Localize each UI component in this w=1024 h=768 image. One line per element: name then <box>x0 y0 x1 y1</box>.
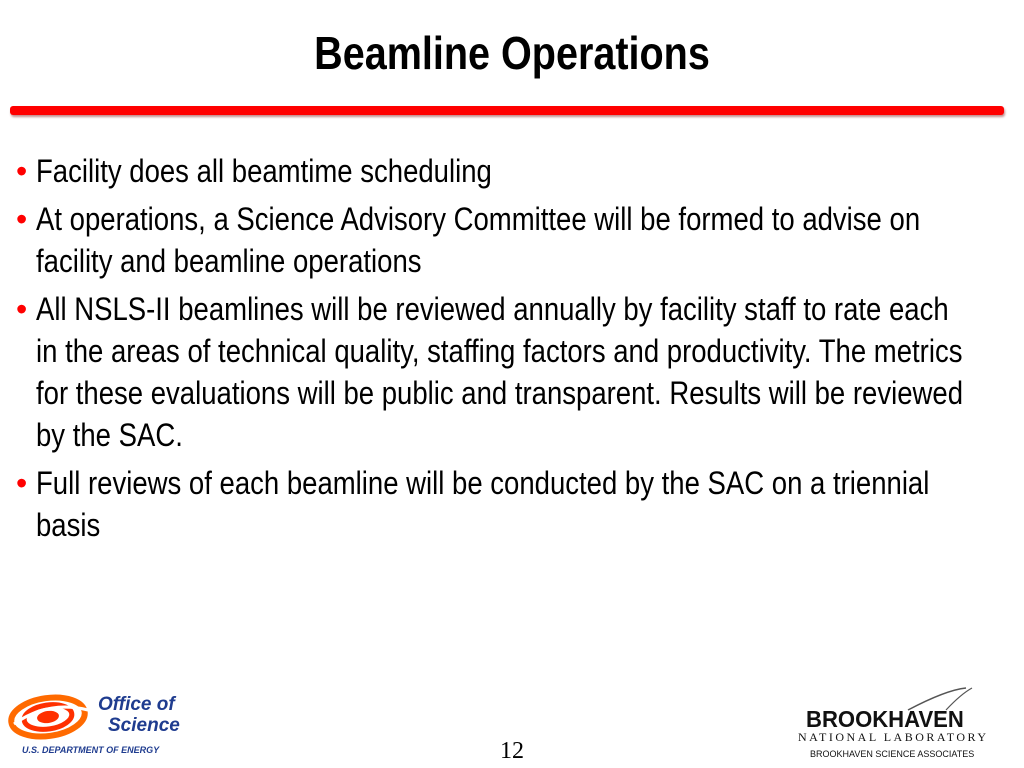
page-number: 12 <box>500 738 524 764</box>
bullet-text: Facility does all beamtime scheduling <box>36 153 492 189</box>
bullet-dot-icon: • <box>16 291 28 327</box>
bullet-dot-icon: • <box>16 465 28 501</box>
title-divider <box>10 106 1004 115</box>
bullet-item <box>16 198 1016 282</box>
science-label: Science <box>108 715 180 736</box>
office-of-science-logo <box>8 694 218 760</box>
brookhaven-name: BROOKHAVEN <box>806 706 964 732</box>
slide-title: Beamline Operations <box>314 27 710 79</box>
national-laboratory-label: NATIONAL LABORATORY <box>798 730 989 744</box>
office-of-label: Office of <box>98 694 175 715</box>
bullet-item <box>16 462 1016 546</box>
bullet-dot-icon: • <box>16 201 28 237</box>
bullet-dot-icon: • <box>16 153 28 189</box>
bullet-text: All NSLS-II beamlines will be reviewed annually by facility staff to rate each in the areas of technical quality, staffing factors and productivity. The metrics for these evaluations will be public and transparent. Results will be reviewed by the SAC. <box>36 291 963 453</box>
bullet-list <box>16 150 1016 552</box>
brookhaven-logo <box>796 684 1018 764</box>
department-label: U.S. DEPARTMENT OF ENERGY <box>22 745 160 755</box>
bullet-text: At operations, a Science Advisory Committee will be formed to advise on facility and beamline operations <box>36 201 921 279</box>
bullet-text: Full reviews of each beamline will be conducted by the SAC on a triennial basis <box>36 465 930 543</box>
science-associates-label: BROOKHAVEN SCIENCE ASSOCIATES <box>810 749 975 759</box>
doe-emblem-icon <box>8 694 94 740</box>
bullet-item <box>16 150 1016 192</box>
bullet-item <box>16 288 1016 456</box>
